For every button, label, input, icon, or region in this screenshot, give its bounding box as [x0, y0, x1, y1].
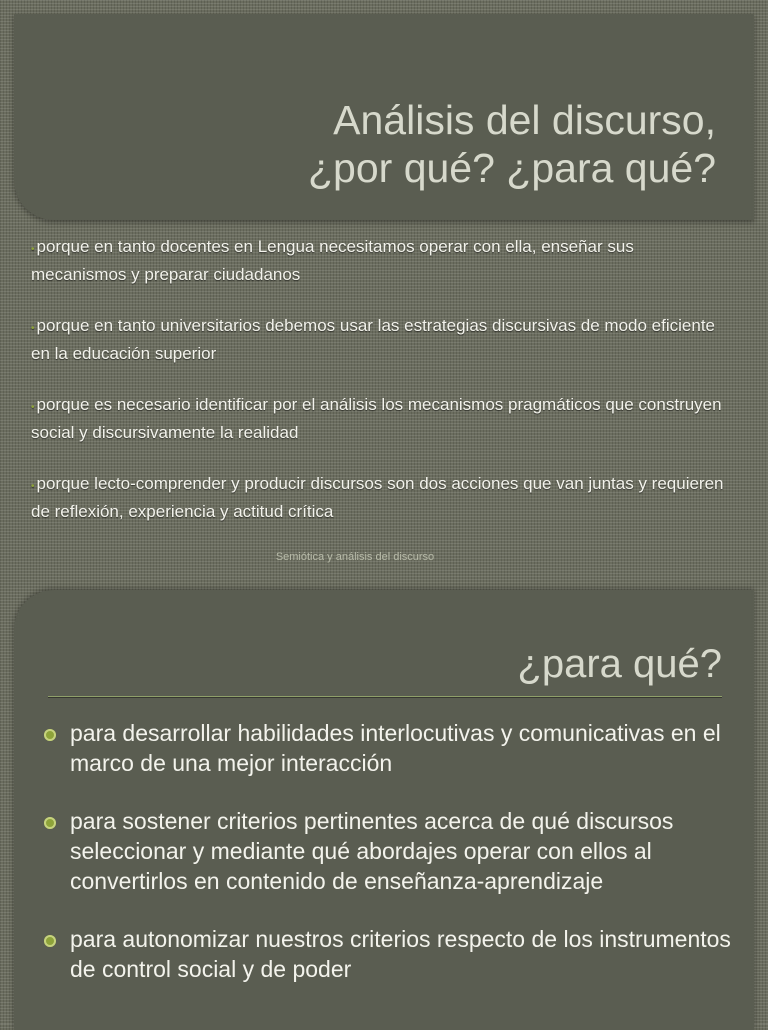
circle-bullet-icon	[44, 817, 56, 829]
slide1-bullet-text: porque en tanto docentes en Lengua necesitamos operar con ella, enseñar sus mecanismos y preparar ciudadanos	[31, 237, 634, 284]
slide1-bullet-text: porque lecto-comprender y producir discursos son dos acciones que van juntas y requieren de reflexión, experiencia y actitud crítica	[31, 474, 724, 521]
slide2-bullet-item	[44, 806, 744, 896]
slide1-bullet-item	[31, 313, 731, 366]
slide2-bullet-text: para autonomizar nuestros criterios respecto de los instrumentos de control social y de poder	[70, 926, 731, 982]
slide2-bullet-item	[44, 924, 744, 984]
small-dot-icon: •	[31, 323, 35, 334]
slide2-title: ¿para qué?	[517, 642, 722, 686]
slide1-footer: Semiótica y análisis del discurso	[275, 551, 435, 563]
small-dot-icon: •	[31, 244, 35, 255]
slide1-bullet-item	[31, 392, 731, 445]
slide1-bullet-text: porque en tanto universitarios debemos usar las estrategias discursivas de modo eficiente en la educación superior	[31, 316, 715, 363]
slide1-title	[308, 96, 716, 192]
slide1-bullet-text: porque es necesario identificar por el análisis los mecanismos pragmáticos que construyen social y discursivamente la realidad	[31, 395, 722, 442]
slide1-bullet-item	[31, 234, 731, 287]
small-dot-icon: •	[31, 481, 35, 492]
slide2-bullet-list	[44, 718, 744, 1012]
circle-bullet-icon	[44, 935, 56, 947]
title-divider	[48, 696, 722, 697]
small-dot-icon: •	[31, 402, 35, 413]
slide1-bullet-item	[31, 471, 731, 524]
slide2-bullet-text: para desarrollar habilidades interlocutivas y comunicativas en el marco de una mejor interacción	[70, 720, 721, 776]
slide1-title-line-1: Análisis del discurso,	[333, 97, 716, 143]
slide1-title-line-2: ¿por qué? ¿para qué?	[308, 145, 716, 191]
slide1-bullet-list	[31, 234, 731, 550]
slide2-bullet-text: para sostener criterios pertinentes acerca de qué discursos seleccionar y mediante qué abordajes operar con ellos al convertirlos en contenido de enseñanza-aprendizaje	[70, 808, 674, 894]
slide2-bullet-item	[44, 718, 744, 778]
circle-bullet-icon	[44, 729, 56, 741]
